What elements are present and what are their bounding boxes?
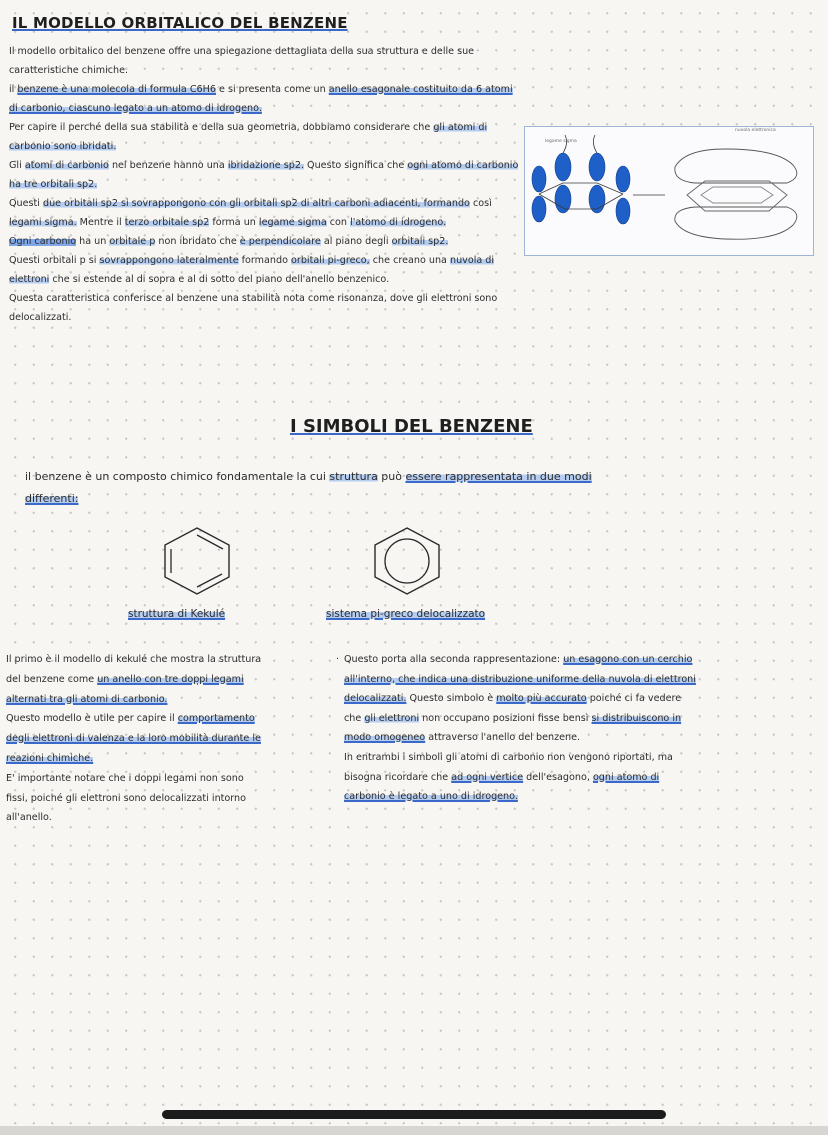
paragraph-5: Questi due orbitali sp2 si sovrappongono con gli orbitali sp2 di altri carboni adiacenti, formando così legami sigma. Mentre il terzo orbitale sp2 forma un legame sigma con l'atomo di idrogeno.	[9, 198, 492, 228]
lobe	[616, 166, 630, 192]
paragraph-8: Questa caratteristica conferisce al benzene una stabilità nota come risonanza, dove gli elettroni sono delocalizzati.	[9, 293, 498, 323]
right-column-text	[336, 650, 696, 807]
label-kekule-structure: struttura di Kekulé	[128, 608, 226, 620]
inner-hexagon	[701, 187, 773, 203]
upper-ring	[675, 149, 797, 183]
left-paragraph-1: Il primo è il modello di kekulé che mostra la struttura del benzene come un anello con tre doppi legami alternati tra gli atomi di carbonio.	[6, 654, 262, 705]
paragraph-4: Gli atomi di carbonio nel benzene hanno una ibridazione sp2. Questo significa che ogni atomo di carbonio ha tre orbitali sp2.	[9, 160, 519, 190]
sigma-frame	[539, 135, 623, 209]
figure-label-sigma: legame sigma	[545, 139, 577, 144]
right-paragraph-1: Questo porta alla seconda rappresentazione: un esagono con un cerchio all'interno, che indica una distribuzione uniforme della nuvola di elettroni delocalizzati. Questo simbolo è molto più accurato poiché ci fa vedere che gli elettroni non occupano posizioni fisse bensì si distribuiscono in modo omogeneo attraverso l'anello del benzene.	[344, 654, 696, 744]
section-title-orbital-model: IL MODELLO ORBITALICO DEL BENZENE	[12, 14, 348, 32]
delocalized-ring-icon	[368, 524, 446, 598]
lobe	[589, 153, 605, 181]
lobe	[532, 166, 546, 192]
orbital-drawing	[525, 127, 813, 255]
figure-label-cloud: nuvola elettronica	[735, 128, 776, 133]
electron-cloud-rings	[675, 149, 797, 239]
paragraph-2: il benzene è una molecola di formula C6H6 e si presenta come un anello esagonale costituito da 6 atomi di carbonio, ciascuno legato a un atomo di idrogeno.	[9, 84, 513, 114]
left-paragraph-2: Questo modello è utile per capire il comportamento degli elettroni di valenza e la loro mobilità durante le reazioni chimiche.	[6, 713, 261, 764]
orbital-model-figure	[524, 126, 814, 256]
bullet-point: ·	[336, 654, 340, 665]
left-paragraph-3: E' importante notare che i doppi legami non sono fissi, poiché gli elettroni sono delocalizzati intorno all'anello.	[6, 772, 247, 824]
left-column-text	[6, 650, 268, 828]
bottom-edge-bar	[0, 1126, 828, 1135]
lobe	[616, 198, 630, 224]
section-title-benzene-symbols: I SIMBOLI DEL BENZENE	[290, 416, 533, 437]
p-orbital-lobes	[532, 153, 630, 224]
right-paragraph-2: In entrambi i simboli gli atomi di carbonio non vengono riportati, ma bisogna ricordare che ad ogni vertice dell'esagono, ogni atomo di carbonio è legato a uno di idrogeno.	[344, 751, 673, 803]
orbital-model-text	[9, 42, 521, 327]
lobe	[532, 196, 546, 222]
paragraph-7: Questi orbitali p si sovrappongono lateralmente formando orbitali pi-greco, che creano una nuvola di elettroni che si estende al di sopra e al di sotto del piano dell'anello benzenico.	[9, 255, 495, 285]
symbols-intro-text: il benzene è un composto chimico fondamentale la cui struttura può essere rappresentata in due modi differenti:	[25, 470, 592, 505]
label-delocalized-system: sistema pi-greco delocalizzato	[326, 608, 486, 620]
horizontal-scrollbar[interactable]	[162, 1110, 666, 1119]
lobe	[555, 153, 571, 181]
paragraph-6: Ogni carbonio ha un orbitale p non ibridato che è perpendicolare al piano degli orbitali sp2.	[9, 236, 449, 247]
lower-ring	[675, 207, 797, 239]
paragraph-1: Il modello orbitalico del benzene offre una spiegazione dettagliata della sua struttura e delle sue caratteristiche chimiche.	[9, 46, 475, 76]
paragraph-3: Per capire il perché della sua stabilità e della sua geometria, dobbiamo considerare che gli atomi di carbonio sono ibridati.	[9, 122, 488, 152]
kekule-structure-icon	[158, 524, 236, 598]
